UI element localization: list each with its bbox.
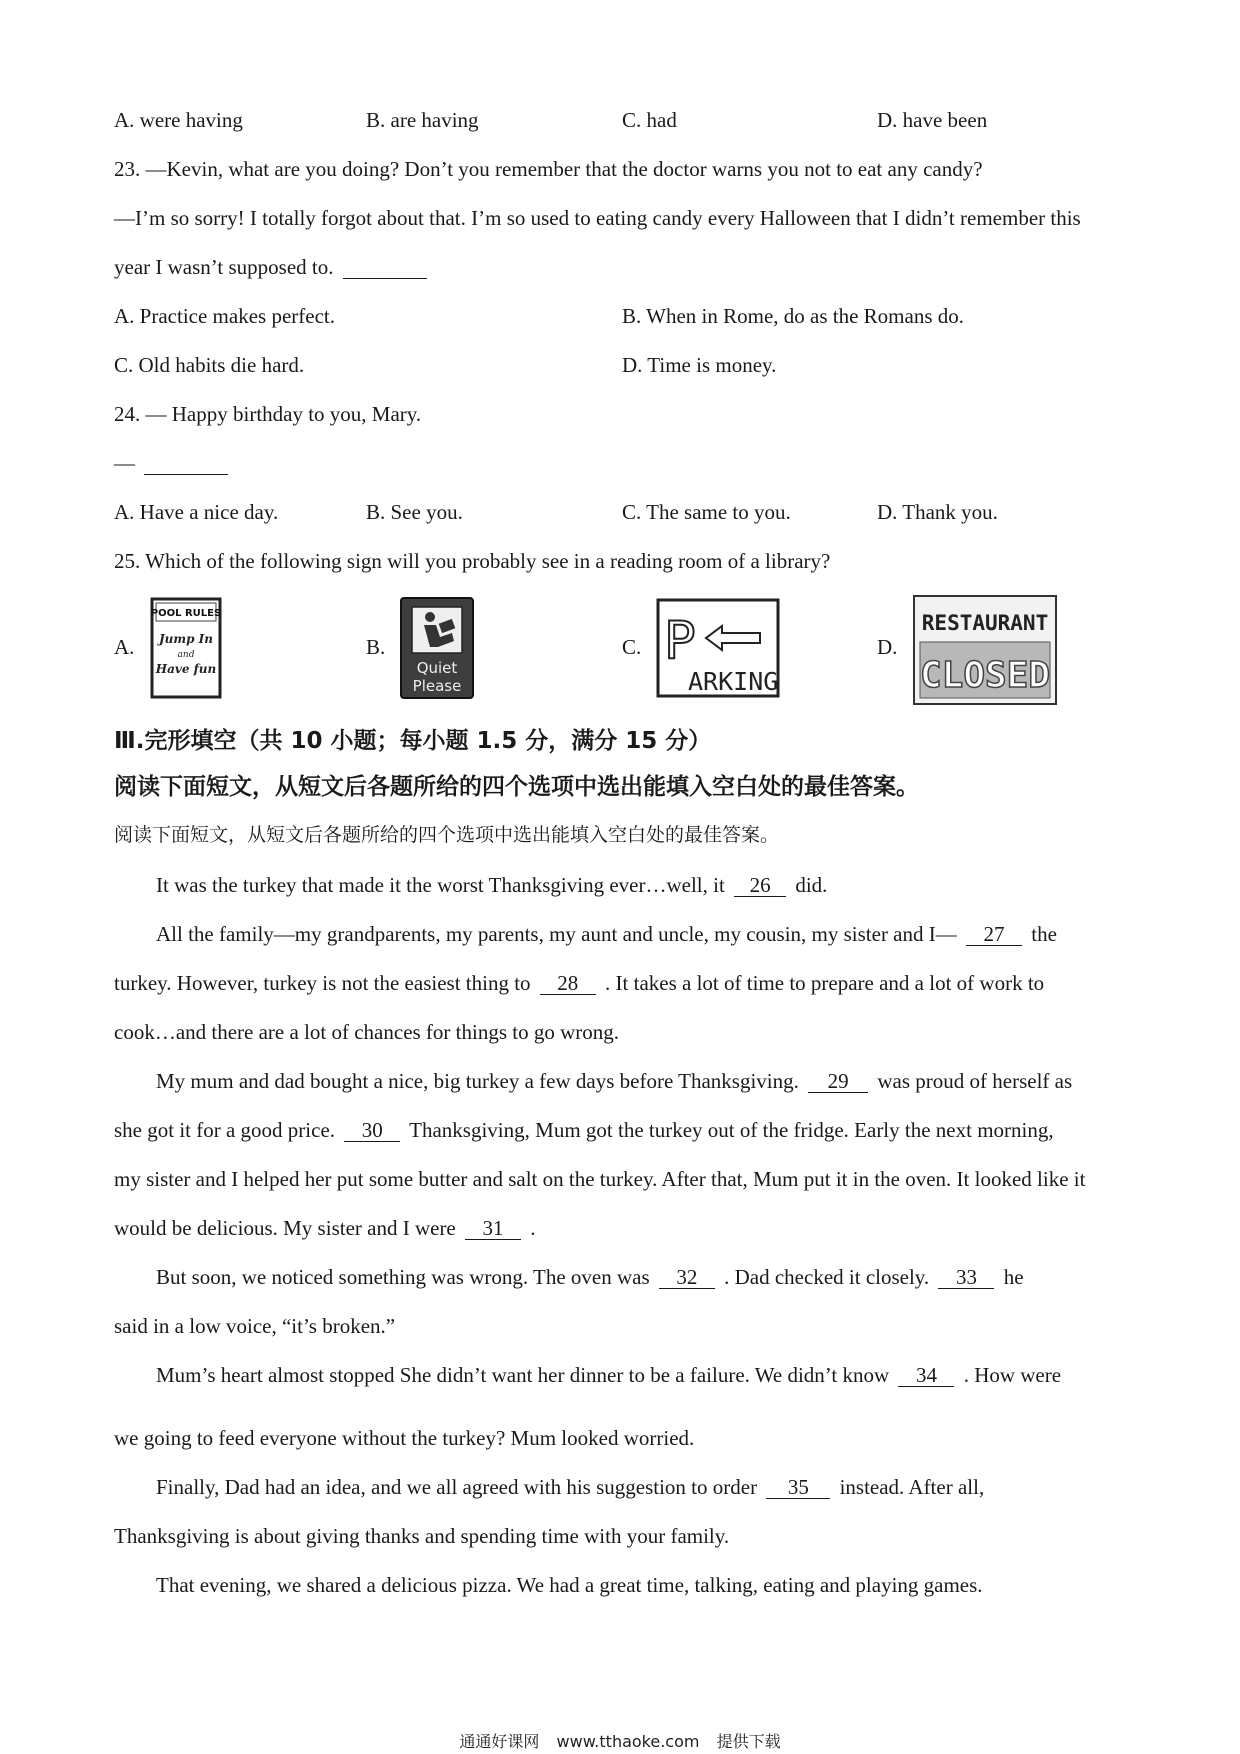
- quiet-sign-line1: Quiet: [416, 659, 458, 677]
- answer-blank: [343, 256, 427, 279]
- passage-line: That evening, we shared a delicious pizza. We had a great time, talking, eating and playing games.: [156, 1573, 983, 1597]
- page-footer: [0, 1729, 1240, 1752]
- passage-text: . How were: [963, 1363, 1062, 1387]
- cloze-blank-35: 35: [766, 1476, 830, 1499]
- cloze-blank-26: 26: [734, 874, 786, 897]
- q25-option-a-letter: A.: [114, 635, 135, 659]
- passage-line: cook…and there are a lot of chances for things to go wrong.: [114, 1020, 620, 1044]
- passage-line: [156, 1263, 1024, 1291]
- q24-option-a: A. Have a nice day.: [114, 500, 279, 524]
- passage-text: But soon, we noticed something was wrong. The oven was: [156, 1265, 650, 1289]
- q24-line2: [114, 449, 232, 477]
- cloze-blank-33: 33: [938, 1266, 994, 1289]
- passage-text: did.: [795, 873, 828, 897]
- pool-sign-line2: and: [177, 650, 195, 660]
- q22-option-d: D. have been: [877, 108, 988, 132]
- parking-sign-p: P: [664, 611, 696, 671]
- q23-line2: —I’m so sorry! I totally forgot about that. I’m so used to eating candy every Halloween that I didn’t remember this: [114, 206, 1081, 230]
- q25-question: 25. Which of the following sign will you probably see in a reading room of a library?: [114, 549, 831, 573]
- q24-option-c: C. The same to you.: [622, 500, 791, 524]
- pool-sign-title: POOL RULES: [150, 608, 222, 619]
- cloze-blank-27: 27: [966, 923, 1022, 946]
- passage-line: Thanksgiving is about giving thanks and spending time with your family.: [114, 1524, 730, 1548]
- passage-line: [114, 969, 1044, 997]
- quiet-sign-line2: Please: [412, 677, 462, 695]
- pool-sign-line1: Jump In: [158, 632, 214, 646]
- passage-text: . Dad checked it closely.: [724, 1265, 930, 1289]
- passage-line: [114, 1214, 536, 1242]
- passage-text: the: [1031, 922, 1057, 946]
- passage-text: was proud of herself as: [877, 1069, 1073, 1093]
- cloze-blank-31: 31: [465, 1217, 521, 1240]
- section-instruction: 阅读下面短文，从短文后各题所给的四个选项中选出能填入空白处的最佳答案。: [114, 824, 780, 846]
- footer-url[interactable]: www.tthaoke.com: [556, 1732, 700, 1751]
- passage-text: My mum and dad bought a nice, big turkey a few days before Thanksgiving.: [156, 1069, 799, 1093]
- q23-option-d: D. Time is money.: [622, 353, 777, 377]
- q25-option-c-letter: C.: [622, 635, 642, 659]
- q23-line3-text: year I wasn’t supposed to.: [114, 255, 334, 279]
- restaurant-sign-line1: RESTAURANT: [921, 611, 1049, 635]
- passage-text: instead. After all,: [839, 1475, 985, 1499]
- footer-site-name: 通通好课网: [459, 1732, 540, 1751]
- passage-line: [114, 1116, 1054, 1144]
- answer-blank: [144, 452, 228, 475]
- q25-option-b-letter: B.: [366, 635, 386, 659]
- q24-option-b: B. See you.: [366, 500, 463, 524]
- passage-text: It was the turkey that made it the worst Thanksgiving ever…well, it: [156, 873, 725, 897]
- passage-line: [156, 920, 1057, 948]
- q22-option-c: C. had: [622, 108, 677, 132]
- passage-text: All the family—my grandparents, my parents, my aunt and uncle, my cousin, my sister and I—: [156, 922, 957, 946]
- passage-line: we going to feed everyone without the turkey? Mum looked worried.: [114, 1426, 695, 1450]
- parking-sign: [656, 598, 780, 703]
- quiet-please-sign: [400, 597, 474, 704]
- passage-text: Mum’s heart almost stopped She didn’t want her dinner to be a failure. We didn’t know: [156, 1363, 890, 1387]
- passage-text: Thanksgiving, Mum got the turkey out of the fridge. Early the next morning,: [409, 1118, 1054, 1142]
- restaurant-closed-sign: [912, 594, 1058, 711]
- cloze-blank-30: 30: [344, 1119, 400, 1142]
- passage-text: .: [530, 1216, 536, 1240]
- q22-option-b: B. are having: [366, 108, 479, 132]
- pool-sign-line3: Have fun: [155, 662, 217, 676]
- section-instruction-bold: 阅读下面短文，从短文后各题所给的四个选项中选出能填入空白处的最佳答案。: [114, 774, 919, 800]
- passage-text: would be delicious. My sister and I were: [114, 1216, 456, 1240]
- cloze-blank-32: 32: [659, 1266, 715, 1289]
- passage-line: [156, 1473, 984, 1501]
- passage-line: [156, 1067, 1072, 1095]
- cloze-blank-29: 29: [808, 1070, 868, 1093]
- passage-line: [156, 1361, 1061, 1389]
- q24-option-d: D. Thank you.: [877, 500, 998, 524]
- q25-option-d-letter: D.: [877, 635, 898, 659]
- passage-line: [156, 871, 827, 899]
- q23-option-b: B. When in Rome, do as the Romans do.: [622, 304, 964, 328]
- q22-option-a: A. were having: [114, 108, 243, 132]
- restaurant-sign-line2: CLOSED: [919, 655, 1051, 696]
- cloze-blank-28: 28: [540, 972, 596, 995]
- footer-tail: 提供下载: [716, 1732, 781, 1751]
- q23-line3: [114, 253, 431, 281]
- q23-line1: 23. —Kevin, what are you doing? Don’t you remember that the doctor warns you not to eat any candy?: [114, 157, 983, 181]
- passage-text: . It takes a lot of time to prepare and a lot of work to: [605, 971, 1045, 995]
- passage-text: Finally, Dad had an idea, and we all agreed with his suggestion to order: [156, 1475, 758, 1499]
- q24-line1: 24. — Happy birthday to you, Mary.: [114, 402, 422, 426]
- passage-text: she got it for a good price.: [114, 1118, 336, 1142]
- q24-dash: —: [114, 451, 135, 475]
- q23-option-a: A. Practice makes perfect.: [114, 304, 335, 328]
- q23-option-c: C. Old habits die hard.: [114, 353, 305, 377]
- section-heading: Ⅲ.完形填空（共 10 小题；每小题 1.5 分，满分 15 分）: [114, 728, 712, 754]
- cloze-blank-34: 34: [898, 1364, 954, 1387]
- pool-rules-sign: [150, 597, 222, 704]
- parking-sign-word: ARKING: [688, 667, 779, 696]
- passage-text: turkey. However, turkey is not the easiest thing to: [114, 971, 531, 995]
- passage-text: he: [1003, 1265, 1024, 1289]
- passage-line: my sister and I helped her put some butter and salt on the turkey. After that, Mum put it in the oven. It looked like it: [114, 1167, 1086, 1191]
- passage-line: said in a low voice, “it’s broken.”: [114, 1314, 396, 1338]
